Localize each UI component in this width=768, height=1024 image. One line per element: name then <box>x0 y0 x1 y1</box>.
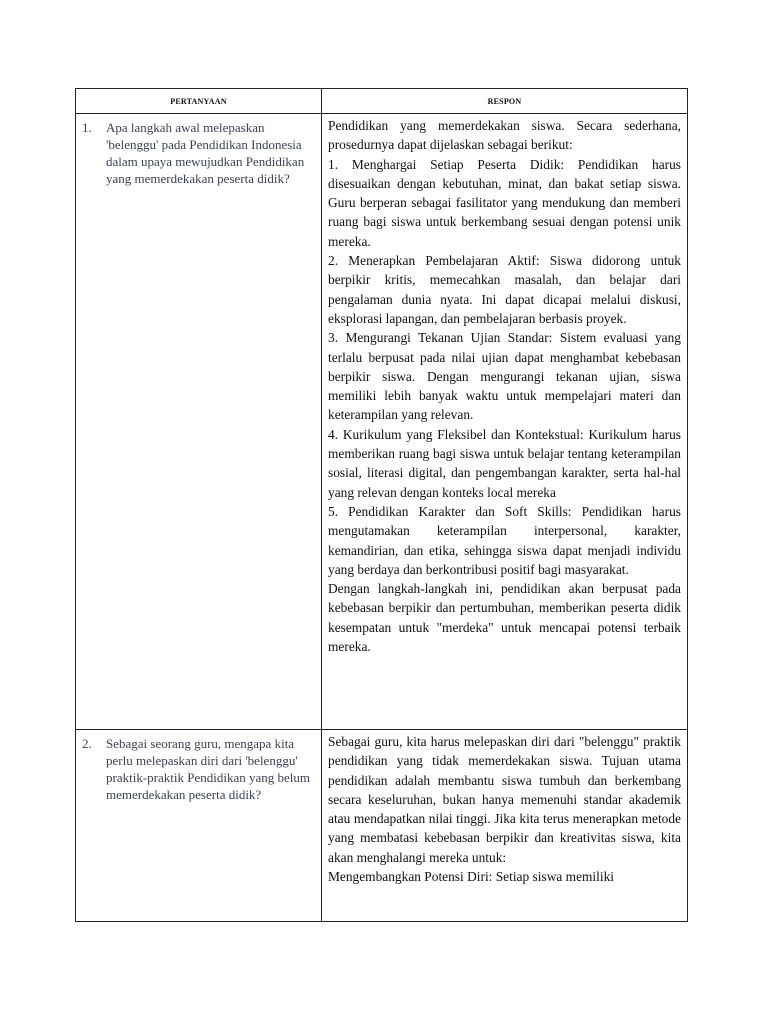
header-response: RESPON <box>322 89 688 114</box>
question-item <box>82 119 315 187</box>
question-text: Sebagai seorang guru, mengapa kita perlu melepaskan diri dari 'belenggu' praktik-praktik Pendidikan yang belum memerdekakan peserta didik? <box>106 736 310 802</box>
question-text: Apa langkah awal melepaskan 'belenggu' pada Pendidikan Indonesia dalam upaya mewujudkan Pendidikan yang memerdekakan peserta didik? <box>106 120 305 186</box>
response-point-2: 2. Menerapkan Pembelajaran Aktif: Siswa didorong untuk berpikir kritis, memecahkan masalah, dan belajar dari pengalaman dunia nyata. Ini dapat dicapai melalui diskusi, eksplorasi lapangan, dan pembelajaran berbasis proyek. <box>328 253 681 326</box>
response-intro: Pendidikan yang memerdekakan siswa. Secara sederhana, prosedurnya dapat dijelaskan sebagai berikut: <box>328 118 681 153</box>
question-cell <box>76 730 322 922</box>
table-header-row <box>76 89 688 114</box>
response-cell <box>322 730 688 922</box>
qa-table <box>75 88 688 922</box>
header-question: PERTANYAAN <box>76 89 322 114</box>
table-row <box>76 114 688 730</box>
question-number: 1. <box>82 120 92 135</box>
response-content <box>328 732 681 920</box>
response-point-5: 5. Pendidikan Karakter dan Soft Skills: Pendidikan harus mengutamakan keterampilan interpersonal, karakter, kemandirian, dan etika, sehingga siswa dapat menjadi individu yang berdaya dan berkontribusi positif bagi masyarakat. <box>328 503 681 577</box>
response-point-1: 1. Menghargai Setiap Peserta Didik: Pendidikan harus disesuaikan dengan kebutuhan, minat, dan bakat setiap siswa. Guru berperan sebagai fasilitator yang mendukung dan memberi ruang bagi siswa untuk berkembang sesuai dengan potensi unik mereka. <box>328 156 681 249</box>
response-cell <box>322 114 688 730</box>
table-row <box>76 730 688 922</box>
question-cell <box>76 114 322 730</box>
response-point-1: Mengembangkan Potensi Diri: Setiap siswa memiliki <box>328 869 615 885</box>
response-point-4: 4. Kurikulum yang Fleksibel dan Kontekstual: Kurikulum harus memberikan ruang bagi siswa untuk belajar tentang keterampilan sosial, literasi digital, dan pengembangan karakter, serta hal-hal yang relevan dengan konteks local mereka <box>328 426 681 500</box>
response-intro: Sebagai guru, kita harus melepaskan diri dari "belenggu" praktik pendidikan yang tidak memerdekakan siswa. Tujuan utama pendidikan adalah membantu siswa tumbuh dan berkembang secara keseluruhan, bukan hanya memenuhi standar akademik atau mendapatkan nilai tinggi. Jika kita terus menerapkan metode yang membatasi kebebasan berpikir dan kreativitas siswa, kita akan menghalangi mereka untuk: <box>328 734 681 865</box>
question-number: 2. <box>82 736 92 751</box>
response-point-3: 3. Mengurangi Tekanan Ujian Standar: Sistem evaluasi yang terlalu berpusat pada nilai ujian dapat menghambat kebebasan berpikir siswa. Dengan mengurangi tekanan ujian, siswa memiliki lebih banyak waktu untuk mempelajari materi dan keterampilan yang relevan. <box>328 330 681 423</box>
response-conclusion: Dengan langkah-langkah ini, pendidikan akan berpusat pada kebebasan berpikir dan pertumbuhan, memberikan peserta didik kesempatan untuk "merdeka" untuk mencapai potensi terbaik mereka. <box>328 581 681 655</box>
question-item <box>82 735 315 803</box>
